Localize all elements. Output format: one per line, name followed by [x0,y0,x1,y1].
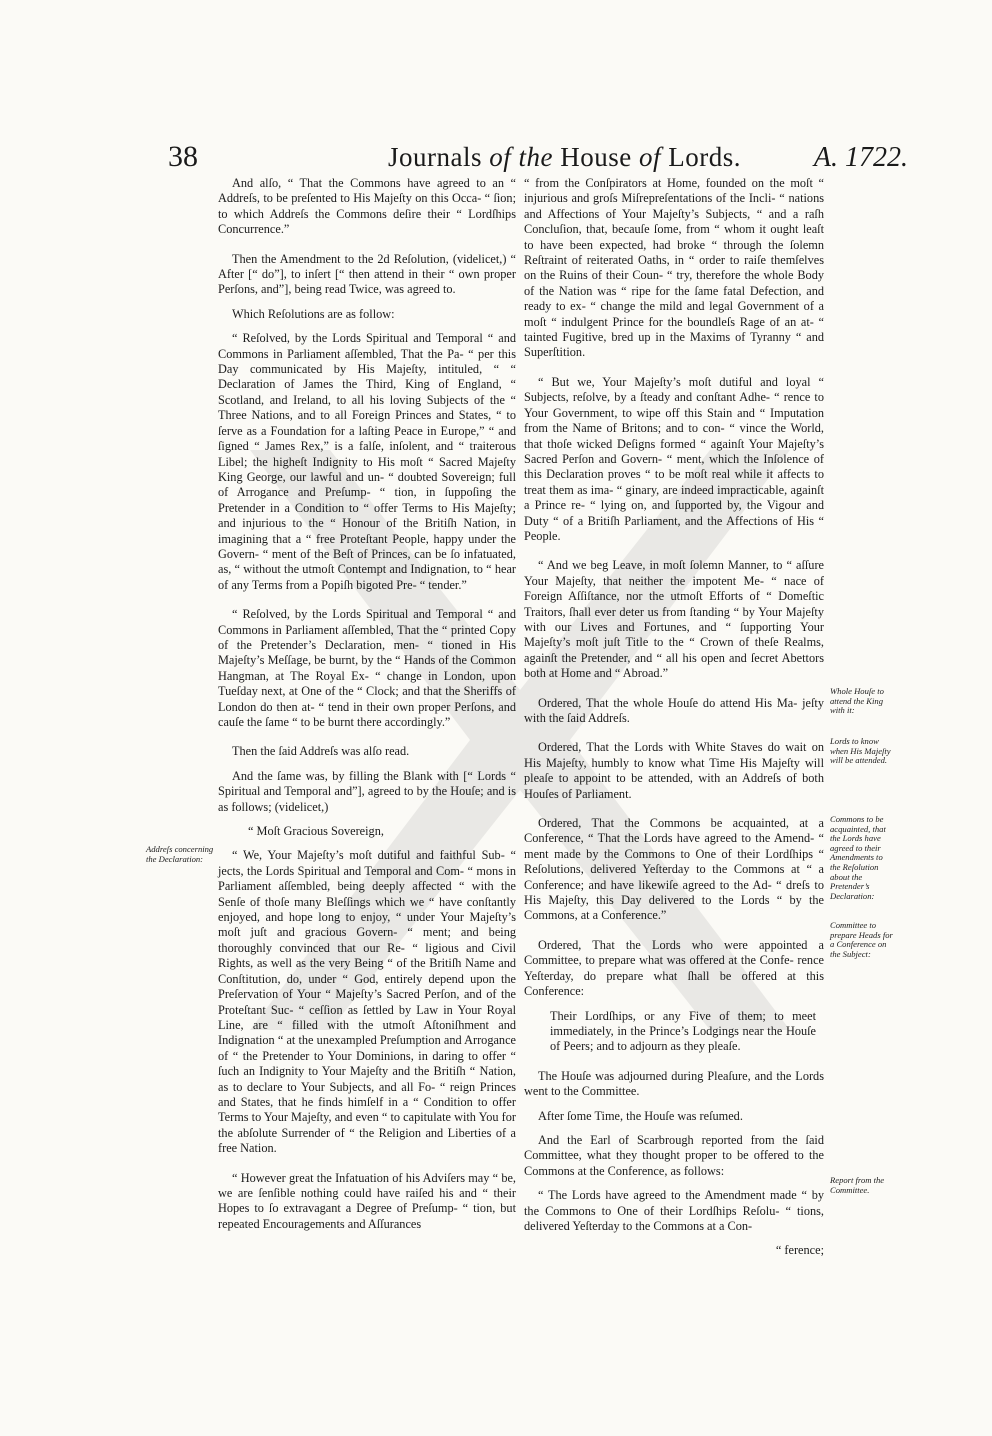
year-label: A. 1722. [813,142,908,173]
order-paragraph: Ordered, That the Lords with White Staves do wait on His Majeſty, humbly to know what Time His Majeſty will pleaſe to appoint to be attended, with an Addreſs of both Houſes of Parliament. [524,740,824,801]
margin-note-address-declaration: Addreſs concerning the Declaration: [146,844,214,864]
margin-note-lords-to-know: Lords to know when His Majeſty will be attended. [830,736,891,766]
address-paragraph: “ However great the Infatuation of his Adviſers may “ be, we are ſenſible nothing could have raiſed his and “ their Hopes to ſo extravagant a Degree of Preſump- “ tion, but repeated Encouragements and Aſſurances [218,1170,516,1231]
margin-note-commons-acquainted: Commons to be acquainted, that the Lords have agreed to their Amendments to the Reſolution about the Pretender’s Declaration: [830,814,886,901]
left-column [218,176,516,1241]
paragraph: And the Earl of Scarbrough reported from the ſaid Committee, what they thought proper to be offered to the Commons at the Conference, as follows: [524,1132,824,1178]
report-paragraph: “ The Lords have agreed to the Amendment made “ by the Commons to One of their Lordſhips Reſolu- “ tions, delivered Yeſterday to the Commons at a Con- [524,1188,824,1233]
committee-instruction: Their Lordſhips, or any Five of them; to meet immediately, in the Prince’s Lodgings near the Houſe of Peers; and to adjourn as they pleaſe. [550,1008,816,1054]
address-paragraph: “ And we beg Leave, in moſt ſolemn Manner, to “ aſſure Your Majeſty, that neither the impotent Me- “ nace of Foreign Aſſiſtance, nor the utmoſt Efforts of “ Domeſtic Traitors, ſhall ever deter us from ſtanding “ by Your Majeſty with our Lives and Fortunes, and “ ſupporting Your Majeſty’s moſt juſt Title to the “ Crown of theſe Realms, againſt the Pretender, and “ all his open and ſecret Abettors both at Home and “ Abroad.” [524,558,824,681]
salutation: “ Moſt Gracious Sovereign, [248,824,384,839]
paragraph: Which Reſolutions are as follow: [232,306,395,321]
page-header [168,140,908,180]
running-title: Journals of the House of Lords. [388,142,742,172]
address-paragraph: “ But we, Your Majeſty’s moſt dutiful and loyal “ Subjects, reſolve, by a ſteady and conſtant Adhe- “ rence to Your Government, to wipe off this Stain and “ Imputation from the Name of Britons; and to con- “ vince the World, that thoſe wicked Deſigns formed “ againſt Your Majeſty’s Sacred Perſon and Govern- “ ment, which the Inſolence of this Declaration proves “ to be moſt real while it affects to treat them as ima- “ ginary, are indeed impracticable, againſt a Prince re- “ lying on, and ſupported by, the Vigour and Duty “ of a Britiſh Parliament, and the Affections of His “ People. [524,374,824,543]
catchword: “ ference; [775,1243,824,1258]
order-paragraph: Ordered, That the Lords who were appointed a Committee, to prepare what was offered at the Confe- rence Yeſterday, do prepare what ſhall be offered at this Conference: [524,937,824,999]
resolution-paragraph: “ Reſolved, by the Lords Spiritual and Temporal “ and Commons in Parliament aſſembled, That the Pa- “ per this Day communicated by His Majeſty, intituled, “ “ Declaration of James the Third, King of England, “ Scotland, and Ireland, to all his loving Subjects of the “ Three Nations, and to all Foreign Princes and States, “ to ſerve as a Foundation for a laſting Peace in Europe,” “ and ſigned “ James Rex,” is a falſe, inſolent, and “ traiterous Libel; the higheſt Indignity to His moſt “ Sacred Majeſty King George, our lawful and un- “ doubted Sovereign; full of Arrogance and Preſump- “ tion, in ſuppoſing the Pretender in a Condition to “ offer Terms to His Majeſty; and injurious to the “ Honour of the Britiſh Nation, in imagining that a “ free Proteſtant People, happy under the Govern- “ ment of the Beſt of Princes, can be ſo infatuated, as, “ without the utmoſt Contempt and Indignation, to “ hear of any Terms from a Popiſh bigoted Pre- “ tender.” [218,331,516,592]
paragraph: The Houſe was adjourned during Pleaſure, and the Lords went to the Committee. [524,1068,824,1099]
page-number: 38 [168,140,198,173]
paragraph: And the ſame was, by filling the Blank with [“ Lords “ Spiritual and Temporal and”], agreed to by the Houſe; and is as follows; (videlicet,) [218,768,516,814]
margin-note-committee-heads: Committee to prepare Heads for a Conference on the Subject: [830,920,893,959]
margin-note-whole-house: Whole Houſe to attend the King with it: [830,686,884,716]
paragraph: And alſo, “ That the Commons have agreed to an “ Addreſs, to be preſented to His Majeſty on this Occa- “ ſion; to which Addreſs the Commons deſire their “ Lordſhips Concurrence.” [218,176,516,237]
order-paragraph: Ordered, That the Commons be acquainted, at a Conference, “ That the Lords have agreed to the Amend- “ ment made by the Commons to One of their Lordſhips “ Reſolutions, delivered Yeſterday to the Commons at “ a Conference; and have likewiſe agreed to the Ad- “ dreſs to His Majeſty, this Day delivered to the Lords “ by the Commons, at a Conference.” [524,816,824,923]
paragraph: Then the ſaid Addreſs was alſo read. [232,744,410,759]
address-paragraph: “ We, Your Majeſty’s moſt dutiful and faithful Sub- “ jects, the Lords Spiritual and Temporal and Com- “ mons in Parliament aſſembled, being deeply affected “ with the Senſe of thoſe many Bleſſings which we “ have conſtantly enjoyed, and hope long to enjoy, “ under Your Majeſty’s moſt juſt and gracious Govern- “ ment; and being thoroughly convinced that our Re- “ ligious and Civil Rights, as well as the very Being “ of the Britiſh Name and Conſtitution, do, under “ God, entirely depend upon the Preſervation of Your “ Majeſty’s Sacred Perſon, and of the Proteſtant Suc- “ ceſſion as ſettled by Law in Your Royal Line, are “ filled with the utmoſt Aſtoniſhment and Indignation “ at the unexampled Preſumption and Arrogance of “ the Pretender to Your Dominions, in daring to offer “ ſuch an Indignity to Your Majeſty and the Britiſh “ Nation, as to declare to Your Subjects, and all Fo- “ reign Princes and States, that he finds himſelf in a “ Condition to offer Terms to Your Majeſty, and even “ to capitulate with You for the abſolute Surrender of “ the Religion and Liberties of a free Nation. [218,848,516,1156]
margin-note-report-committee: Report from the Committee. [830,1175,885,1195]
order-paragraph: Ordered, That the whole Houſe do attend His Ma- jeſty with the ſaid Addreſs. [524,695,824,725]
right-column [524,176,824,1268]
resolution-paragraph: “ Reſolved, by the Lords Spiritual and Temporal “ and Commons in Parliament aſſembled, That the “ printed Copy of the Pretender’s Declaration, men- “ tioned in His Majeſty’s Meſſage, be burnt, by the “ Hands of the Common Hangman, at The Royal Ex- “ change in London, upon Tueſday next, at One of the “ Clock; and that the Sheriffs of London do then at- “ tend in their own proper Perſons, and cauſe the ſame “ to be burnt there accordingly.” [218,607,516,729]
paragraph: After ſome Time, the Houſe was reſumed. [538,1108,743,1123]
paragraph: Then the Amendment to the 2d Reſolution, (videlicet,) “ After [“ do”], to inſert [“ then attend in their “ own proper Perſons, and”], being read Twice, was agreed to. [218,251,516,297]
address-paragraph: “ from the Conſpirators at Home, founded on the moſt “ injurious and groſs Miſrepreſentations of the Incli- “ nations and Affections of Your Majeſty’s Subjects, “ and a raſh Concluſion, that, becauſe ſome, from “ whom it ought leaſt to have been expected, had broke “ through the ſolemn Reſtraint of reiterated Oaths, in “ order to raiſe themſelves on the Ruins of their Coun- “ try, therefore the whole Body of the Nation was “ ripe for the ſame fatal Defection, and ready to ex- “ change the mild and legal Government of a moſt “ indulgent Prince for the boundleſs Rage of an at- “ tainted Fugitive, bred up in the Maxims of Tyranny “ and Superſtition. [524,176,824,360]
